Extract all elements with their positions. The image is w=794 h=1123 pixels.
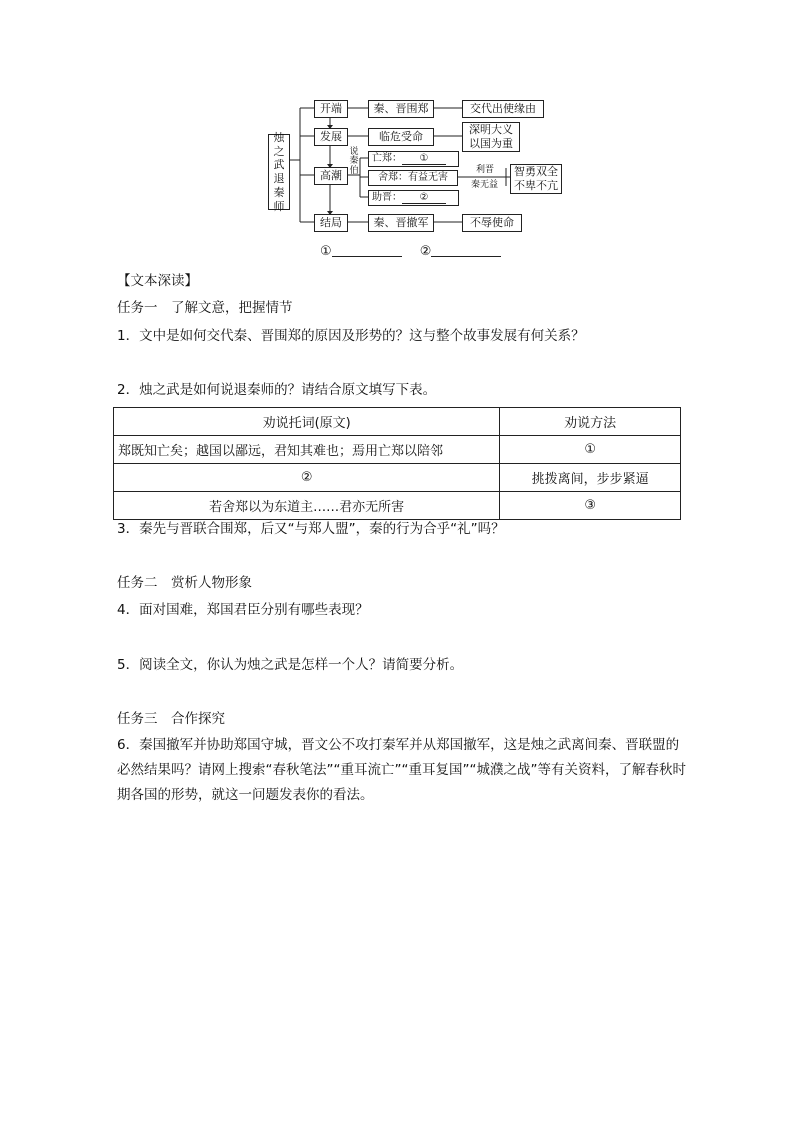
stage-opening: 开端 [314,100,348,118]
plot-structure-diagram [262,96,562,268]
table-header-row [114,408,681,436]
table-row [114,436,681,464]
answer-1-number: ① [320,244,332,259]
row1-right-box: 交代出使缘由 [462,100,544,118]
task2-title: 任务二 赏析人物形象 [117,575,252,591]
climax-1-label: 亡郑： [372,153,402,165]
climax-3-label: 助晋： [372,192,402,204]
table-row [114,492,681,520]
table-cell[interactable]: ① [500,436,681,464]
row3-right-line: 智勇双全 [514,165,558,179]
question-5: 5．阅读全文，你认为烛之武是怎样一个人？请简要分析。 [117,657,464,673]
answer-2-number: ② [419,244,432,259]
row2-right-line: 深明大义 [469,123,513,137]
row2-right-box [462,122,520,152]
table-header-cell: 劝说托词(原文) [114,408,500,436]
task1-title: 任务一 了解文意，把握情节 [117,300,293,316]
row4-mid-box: 秦、晋撤军 [368,214,434,232]
climax-box-2: 舍郑：有益无害 [368,170,458,186]
answer-1-line[interactable] [332,244,402,257]
climax-1-blank: ① [402,153,446,166]
row2-mid-box: 临危受命 [368,128,434,146]
row2-right-line: 以国为重 [469,137,513,150]
question-4: 4．面对国难，郑国君臣分别有哪些表现？ [117,602,369,618]
stage-development: 发展 [314,128,348,146]
diagram-answer-blanks [320,244,515,259]
row3-right-box [510,164,562,194]
title-char: 之 [273,144,285,158]
li-jin-label: 利晋 [476,165,495,175]
table-cell[interactable]: ② [114,464,500,492]
shuo-char: 秦 [349,156,359,167]
table-header-cell: 劝说方法 [500,408,681,436]
row4-right-box: 不辱使命 [462,214,522,232]
section-header: 【文本深读】 [117,273,198,289]
climax-box-3 [368,190,459,206]
shuo-qin-bo-label [349,148,359,176]
climax-box-1 [368,151,459,167]
table-cell: 郑既知亡矣；越国以鄙远，君知其难也；焉用亡郑以陪邻 [114,436,500,464]
shuo-char: 伯 [349,165,359,176]
title-char: 秦 [273,185,285,199]
shuo-char: 说 [349,147,359,157]
table-row [114,464,681,492]
diagram-title-box [268,130,290,213]
question-6: 6．秦国撤军并协助郑国守城，晋文公不攻打秦军并从郑国撤军，这是烛之武离间秦、晋联盟的必然结果吗？请网上搜索“春秋笔法”“重耳流亡”“重耳复国”“城濮之战”等有关资料，了解春秋时期各国的形势，就这一问题发表你的看法。 [117,737,686,803]
climax-3-blank: ② [402,192,446,205]
qin-wuyi-label: 秦无益 [471,180,499,190]
task3-title: 任务三 合作探究 [117,711,225,727]
persuasion-table [113,407,681,520]
row3-right-line: 不卑不亢 [514,179,558,192]
question-3: 3．秦先与晋联合围郑，后又“与郑人盟”，秦的行为合乎“礼”吗？ [117,521,505,537]
title-char: 烛 [273,130,285,144]
table-cell[interactable]: ③ [500,492,681,520]
table-cell: 若舍郑以为东道主……君亦无所害 [114,492,500,520]
title-char: 武 [273,158,285,172]
answer-2-line[interactable] [431,244,501,257]
title-char: 退 [273,172,285,185]
question-1: 1．文中是如何交代秦、晋围郑的原因及形势的？这与整个故事发展有何关系？ [117,328,585,344]
table-cell: 挑拨离间，步步紧逼 [500,464,681,492]
question-2: 2．烛之武是如何说退秦师的？请结合原文填写下表。 [117,382,437,398]
row1-mid-box: 秦、晋围郑 [368,100,434,118]
title-char: 师 [273,199,285,213]
stage-ending: 结局 [314,214,348,232]
stage-climax: 高潮 [314,167,348,185]
